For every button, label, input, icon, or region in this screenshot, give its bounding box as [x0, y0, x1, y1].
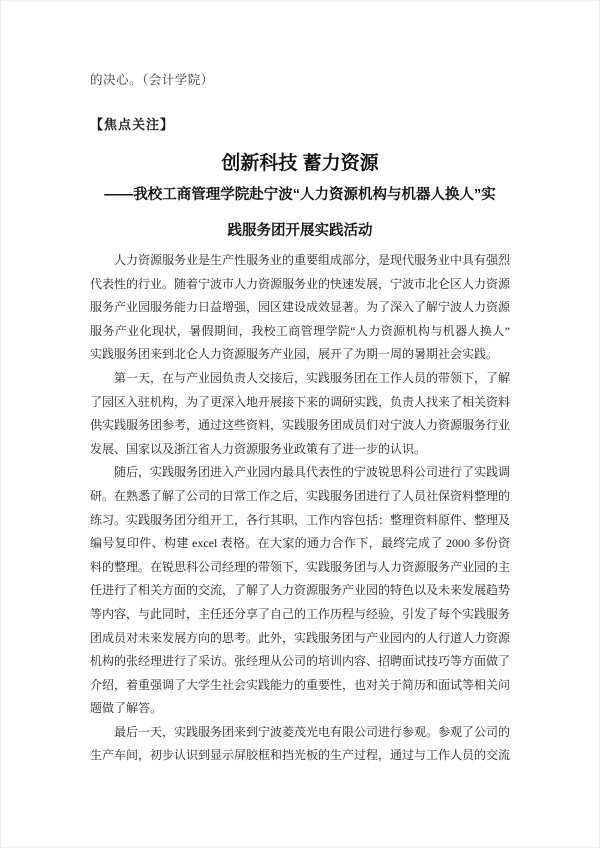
paragraph-line: 任进行了相关方面的交流，了解了人力资源服务产业园的特色以及未来发展趋势 [90, 583, 510, 598]
paragraph-line: 题做了解答。 [90, 701, 163, 716]
paragraph-line: 代表性的行业。随着宁波市人力资源服务业的快速发展，宁波市北仑区人力资源 [90, 276, 510, 291]
paragraph-line: 团成员对未来发展方向的思考。此外，实践服务团与产业园内的人行道人力资源 [90, 630, 510, 645]
paragraph-line: 生产车间，初步认识到显示屏胶框和挡光板的生产过程，通过与工作人员的交流 [90, 748, 510, 763]
paragraph [90, 461, 510, 721]
article-subtitle-line: 践服务团开展实践活动 [227, 223, 373, 239]
section-label: 【焦点关注】 [90, 117, 175, 132]
paragraph-line: 料的整理。在锐思科公司经理的带领下，实践服务团与人力资源服务产业园的主 [90, 559, 510, 574]
article-body [90, 249, 510, 768]
paragraph-line: 随后，实践服务团进入产业园内最具代表性的宁波锐思科公司进行了实践调 [114, 465, 510, 480]
article-subtitle [90, 177, 510, 249]
paragraph-line: 编号复印件、构建 excel 表格。在大家的通力合作下，最终完成了 2000 多份资 [90, 536, 510, 551]
paragraph [90, 249, 510, 367]
paragraph-line: 供实践服务团参考，通过这些资料，实践服务团成员们对宁波人力资源服务行业 [90, 418, 510, 433]
paragraph-line: 练习。实践服务团分组开工，各行其职，工作内容包括：整理资料原件、整理及 [90, 512, 510, 527]
paragraph-line: 等内容，与此同时，主任还分享了自己的工作历程与经验，引发了每个实践服务 [90, 606, 510, 621]
paragraph-line: 介绍，着重强调了大学生社会实践能力的重要性，也对关于简历和面试等相关问 [90, 677, 510, 692]
paragraph-line: 服务产业化现状，暑假期间，我校工商管理学院“人力资源机构与机器人换人” [90, 323, 510, 338]
paragraph-line: 发展、国家以及浙江省人力资源服务业政策有了进一步的认识。 [90, 441, 427, 456]
paragraph-line: 最后一天，实践服务团来到宁波菱茂光电有限公司进行参观。参观了公司的 [114, 724, 510, 739]
article-subtitle-line: ——我校工商管理学院赴宁波“人力资源机构与机器人换人”实 [104, 187, 496, 203]
paragraph-line: 机构的张经理进行了采访。张经理从公司的培训内容、招聘面试技巧等方面做了 [90, 654, 510, 669]
paragraph-line: 人力资源服务业是生产性服务业的重要组成部分，是现代服务业中具有强烈 [114, 253, 510, 267]
paragraph-line: 了园区入驻机构，为了更深入地开展接下来的调研实践，负责人找来了相关资料 [90, 394, 510, 409]
paragraph-line: 研。在熟悉了解了公司的日常工作之后，实践服务团进行了人员社保资料整理的 [90, 488, 510, 503]
article-title: 创新科技 蓄力资源 [221, 153, 379, 174]
paragraph [90, 721, 510, 768]
paragraph-line: 实践服务团来到北仑人力资源服务产业园，展开了为期一周的暑期社会实践。 [90, 347, 499, 362]
paragraph-line: 服务产业园服务能力日益增强，园区建设成效显著。为了深入了解宁波人力资源 [90, 300, 510, 315]
paragraph-line: 第一天，在与产业园负责人交接后，实践服务团在工作人员的带领下，了解 [114, 370, 510, 385]
previous-article-ending: 的决心。（会计学院） [90, 73, 214, 87]
paragraph [90, 367, 510, 461]
